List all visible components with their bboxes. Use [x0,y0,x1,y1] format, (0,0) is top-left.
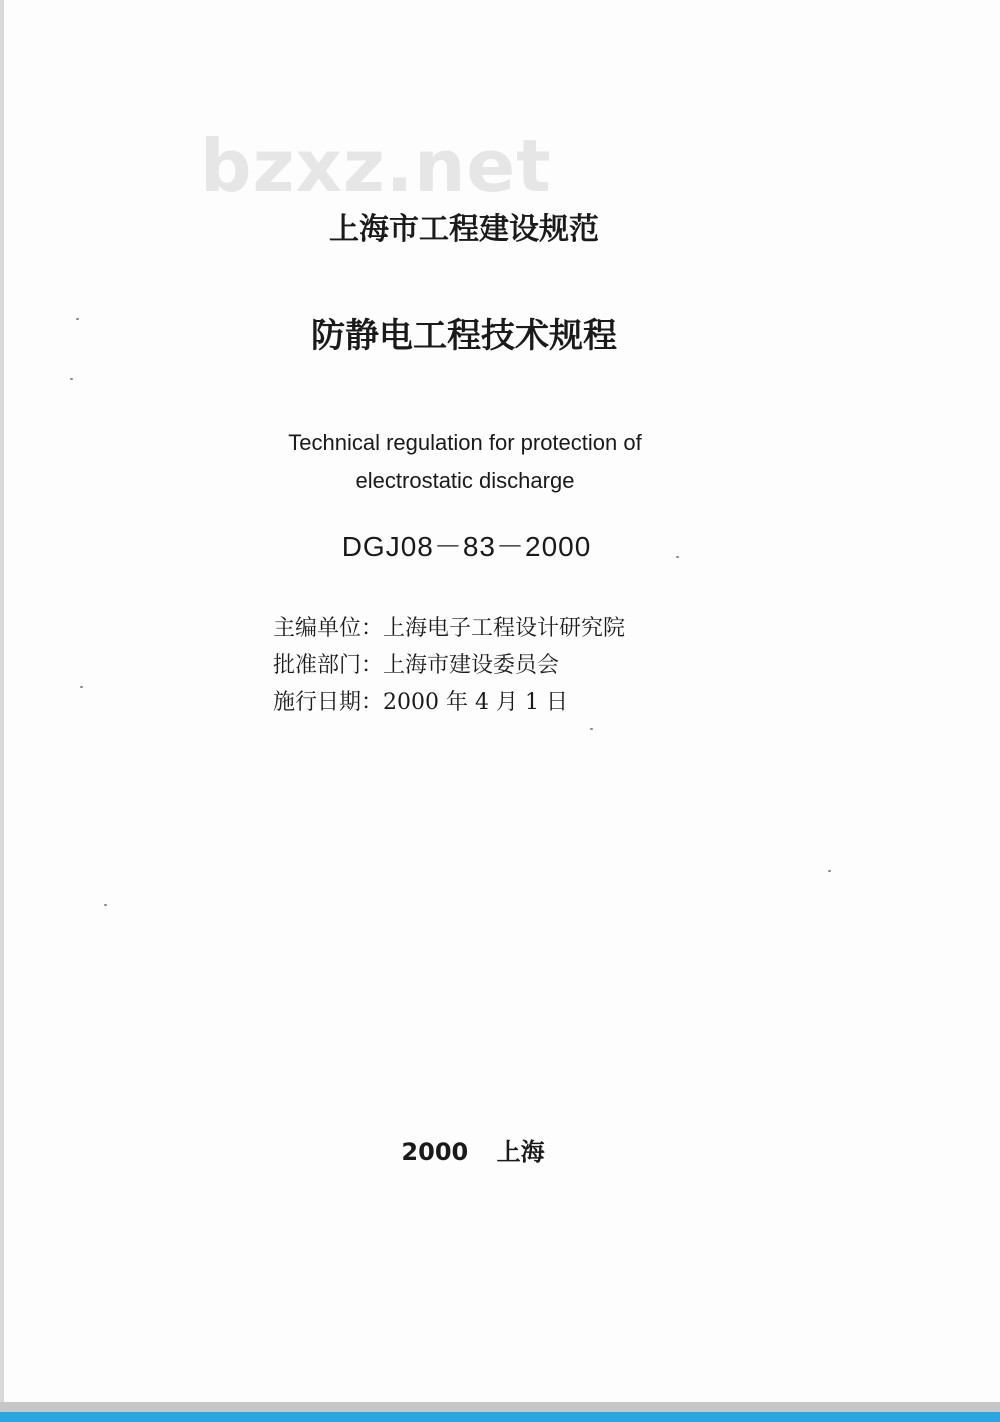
english-title-line-2: electrostatic discharge [355,468,575,493]
publication-footer: 2000 上海 [401,1138,545,1166]
scan-speck [104,904,107,906]
scan-bottom-accent [0,1412,1000,1422]
watermark-logo: bzxz.net [200,124,552,208]
effective-date: 施行日期：2000 年 4 月 1 日 [273,690,568,715]
editor-unit: 主编单位：上海电子工程设计研究院 [273,616,626,641]
standard-code: DGJ08－83－2000 [341,531,592,562]
document-title: 防静电工程技术规程 [311,316,617,356]
series-title: 上海市工程建设规范 [329,212,599,247]
publication-info [273,610,693,721]
scan-speck [676,556,679,558]
scan-speck [828,870,831,872]
scan-speck [590,728,593,730]
approving-department: 批准部门：上海市建设委员会 [273,653,560,678]
english-title-line-1: Technical regulation for protection of [288,430,642,455]
scan-speck [80,686,83,688]
scan-speck [70,378,73,380]
english-title [260,424,670,500]
scan-speck [76,318,79,320]
